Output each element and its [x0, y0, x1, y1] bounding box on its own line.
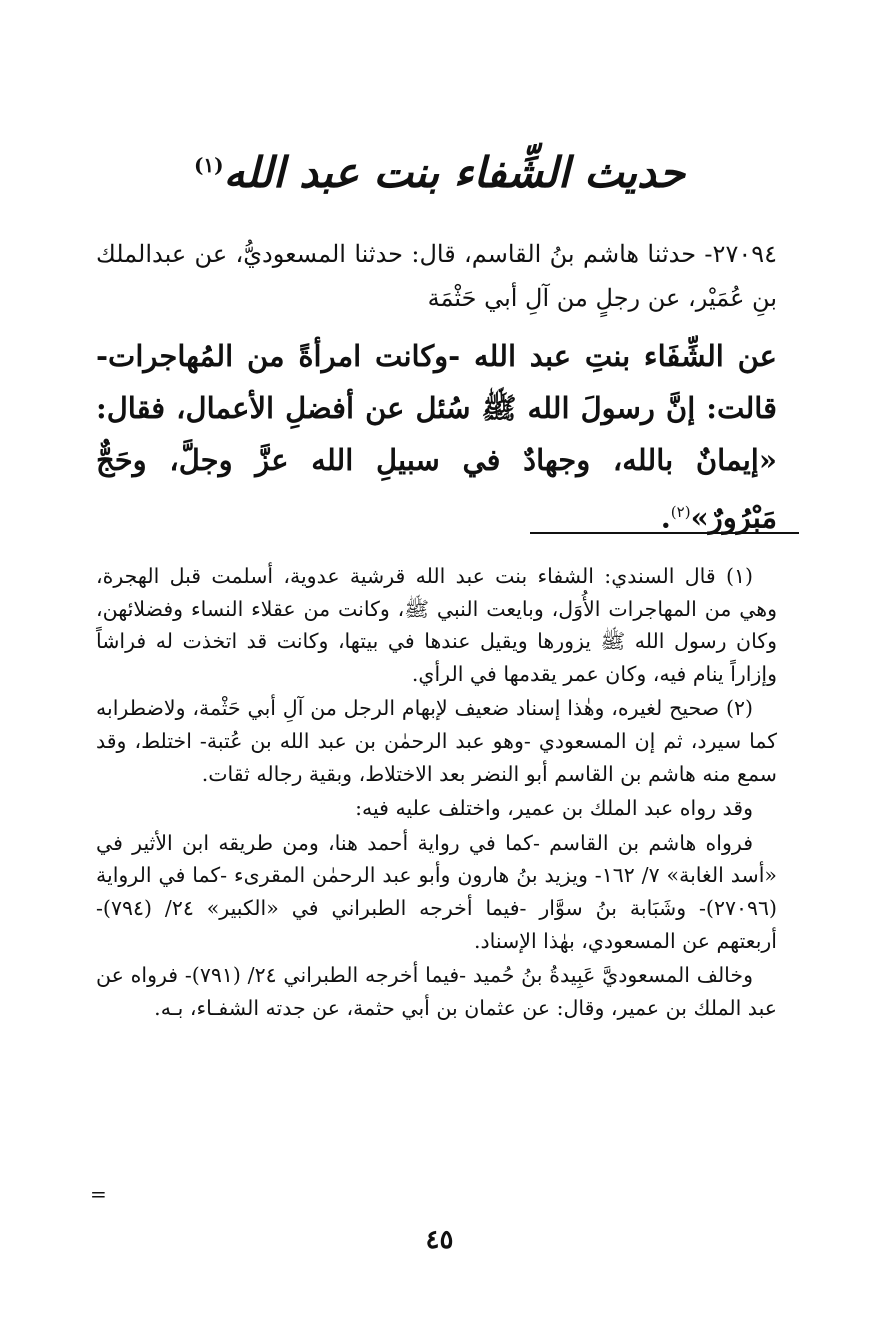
- chapter-heading: [0, 135, 879, 203]
- continuation-mark: =: [90, 1182, 107, 1206]
- hadith-chain: ٢٧٠٩٤- حدثنا هاشم بنُ القاسم، قال: حدثنا المسعوديُّ، عن عبدالملك بنِ عُمَيْر، عن رجلٍ من آلِ أبي حَثْمَة: [96, 240, 777, 312]
- hadith-text-end: .: [660, 500, 671, 535]
- footnotes-section: [96, 560, 777, 1026]
- footnote-paragraph: فرواه هاشم بن القاسم -كما في رواية أحمد هنا، ومن طريقه ابن الأثير في «أسد الغابة» ٧/ ١٦٢- ويزيد بنُ هارون وأبو عبد الرحمٰن المقرىء -كما في الرواية (٢٧٠٩٦)- وشَبَابة بنُ سوَّار -فيما أخرجه الطبراني في «الكبير» ٢٤/ (٧٩٤)- أربعتهم عن المسعودي، بهٰذا الإسناد.: [96, 830, 777, 953]
- footnote-divider: [530, 532, 799, 534]
- footnote-1: (١) قال السندي: الشفاء بنت عبد الله قرشية عدوية، أسلمت قبل الهجرة، وهي من المهاجرات الأُوَل، وبايعت النبي ﷺ، وكانت من عقلاء النساء وفضلائهن، وكان رسول الله ﷺ يزورها ويقيل عندها في بيتها، وكانت قد اتخذت له فراشاً وإزاراً ينام فيه، وكان عمر يقدمها في الرأي.: [96, 564, 777, 686]
- chapter-title: حديث الشِّفاء بنت عبد الله: [223, 148, 686, 197]
- footnote-paragraph: وخالف المسعوديَّ عَبِيدةُ بنُ حُميد -فيما أخرجه الطبراني ٢٤/ (٧٩١)- فرواه عن عبد الملك بن عمير، وقال: عن عثمان بن أبي حثمة، عن جدته الشفـاء، بـه.: [96, 963, 777, 1020]
- heading-footnote-marker: (١): [193, 153, 224, 177]
- hadith-text-content: عن الشِّفَاء بنتِ عبد الله -وكانت امرأةً من المُهاجرات- قالت: إنَّ رسولَ الله ﷺ سُئل عن أفضلِ الأعمال، فقال: «إيمانٌ بالله، وجهادٌ في سبيلِ الله عزَّ وجلَّ، وحَجٌّ مَبْرُورٌ»: [96, 339, 777, 535]
- hadith-text: [96, 330, 777, 544]
- page-number: ٤٥: [425, 1225, 454, 1255]
- footnote-2: (٢) صحيح لغيره، وهٰذا إسناد ضعيف لإبهام الرجل من آلِ أبي حَثْمة، ولاضطرابه كما سيرد، ثم إن المسعودي -وهو عبد الرحمٰن بن عبد الله بن عُتبة- اختلط، وقد سمع منه هاشم بن القاسم أبو النضر بعد الاختلاط، وبقية رجاله ثقات.: [96, 696, 777, 786]
- footnote-paragraph: وقد رواه عبد الملك بن عمير، واختلف عليه فيه:: [355, 796, 753, 821]
- hadith-footnote-marker: (٢): [670, 503, 691, 521]
